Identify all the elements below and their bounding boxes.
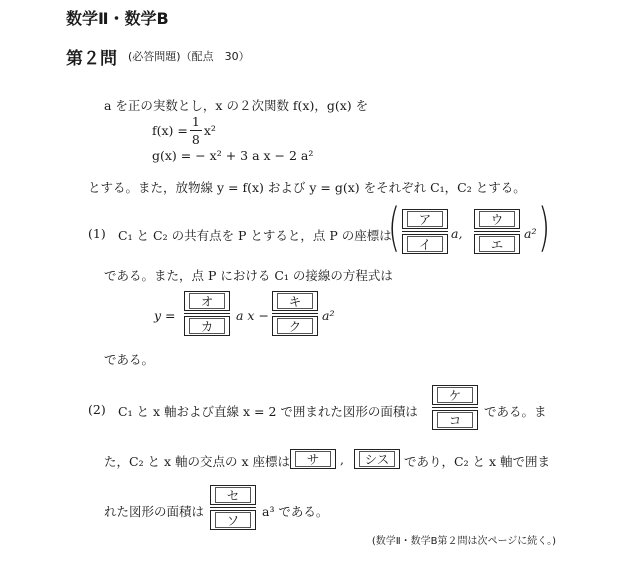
part2-label: (2) bbox=[88, 402, 106, 417]
part1-end: である。 bbox=[104, 352, 155, 367]
coord-y-a-squared: a² bbox=[524, 226, 537, 241]
fraction-bar bbox=[272, 313, 318, 314]
f-lhs: f(x) = bbox=[152, 123, 188, 138]
question-note: (必答問題)（配点 30） bbox=[128, 50, 250, 63]
part1-tangent-intro: である。また，点 P における C₁ の接線の方程式は bbox=[104, 268, 393, 283]
answer-box-ku[interactable]: ク bbox=[272, 316, 318, 336]
intro-parabola-line: とする。また，放物線 y = f(x) および y = g(x) をそれぞれ C₁，C₂ とする。 bbox=[88, 180, 526, 195]
area2-fraction bbox=[210, 485, 256, 530]
answer-box-ke[interactable]: ケ bbox=[432, 385, 478, 405]
fraction-bar bbox=[432, 407, 478, 408]
part2-comma: , bbox=[340, 452, 344, 467]
continued-note: (数学Ⅱ・数学B第２問は次ページに続く。) bbox=[371, 536, 556, 547]
part2-area2-end: a³ である。 bbox=[262, 504, 329, 519]
answer-box-e[interactable]: エ bbox=[474, 234, 520, 254]
part1-label: (1) bbox=[88, 226, 106, 241]
part2-area2-text: れた図形の面積は bbox=[104, 504, 205, 519]
g-definition: g(x) = − x² + 3 a x − 2 a² bbox=[152, 148, 314, 163]
tangent-const-fraction bbox=[272, 291, 318, 336]
left-paren: ( bbox=[388, 198, 401, 258]
part1-text: C₁ と C₂ の共有点を P とすると，点 P の座標は bbox=[118, 228, 392, 243]
coord-x-a: a, bbox=[451, 226, 463, 241]
answer-box-i[interactable]: イ bbox=[402, 234, 448, 254]
tangent-y-eq: y = bbox=[154, 308, 176, 323]
part2-area-text: C₁ と x 軸および直線 x = 2 で囲まれた図形の面積は bbox=[118, 404, 418, 419]
question-number: 第２問 bbox=[66, 49, 117, 69]
coord-x-fraction bbox=[402, 209, 448, 254]
f-fraction bbox=[190, 114, 202, 147]
answer-box-u[interactable]: ウ bbox=[474, 209, 520, 229]
f-rhs: x² bbox=[203, 123, 216, 138]
answer-box-o[interactable]: オ bbox=[184, 291, 230, 311]
answer-box-shisu[interactable]: シス bbox=[354, 449, 400, 469]
intro-line: a を正の実数とし，x の２次関数 f(x)，g(x) を bbox=[104, 98, 369, 113]
f-numerator: 1 bbox=[191, 114, 200, 129]
tangent-coef-fraction bbox=[184, 291, 230, 336]
answer-box-se[interactable]: セ bbox=[210, 485, 256, 505]
part2-line2-end: であり，C₂ と x 軸で囲ま bbox=[404, 454, 551, 469]
f-denominator: 8 bbox=[191, 132, 200, 147]
answer-box-a[interactable]: ア bbox=[402, 209, 448, 229]
fraction-bar bbox=[402, 231, 448, 232]
fraction-bar bbox=[474, 231, 520, 232]
answer-box-ka[interactable]: カ bbox=[184, 316, 230, 336]
tangent-ax-minus: a x − bbox=[236, 308, 269, 323]
right-paren: ) bbox=[538, 198, 551, 258]
area1-fraction bbox=[432, 385, 478, 430]
f-definition bbox=[152, 114, 216, 147]
answer-box-ko[interactable]: コ bbox=[432, 410, 478, 430]
coord-y-fraction bbox=[474, 209, 520, 254]
subject-header: 数学Ⅱ・数学B bbox=[66, 9, 169, 28]
answer-box-so[interactable]: ソ bbox=[210, 510, 256, 530]
part2-line1-end: である。ま bbox=[484, 404, 547, 419]
part2-intersect-text: た，C₂ と x 軸の交点の x 座標は bbox=[104, 454, 291, 469]
tangent-a-squared: a² bbox=[322, 308, 335, 323]
fraction-bar bbox=[184, 313, 230, 314]
fraction-bar bbox=[210, 507, 256, 508]
answer-box-sa[interactable]: サ bbox=[290, 449, 336, 469]
answer-box-ki[interactable]: キ bbox=[272, 291, 318, 311]
